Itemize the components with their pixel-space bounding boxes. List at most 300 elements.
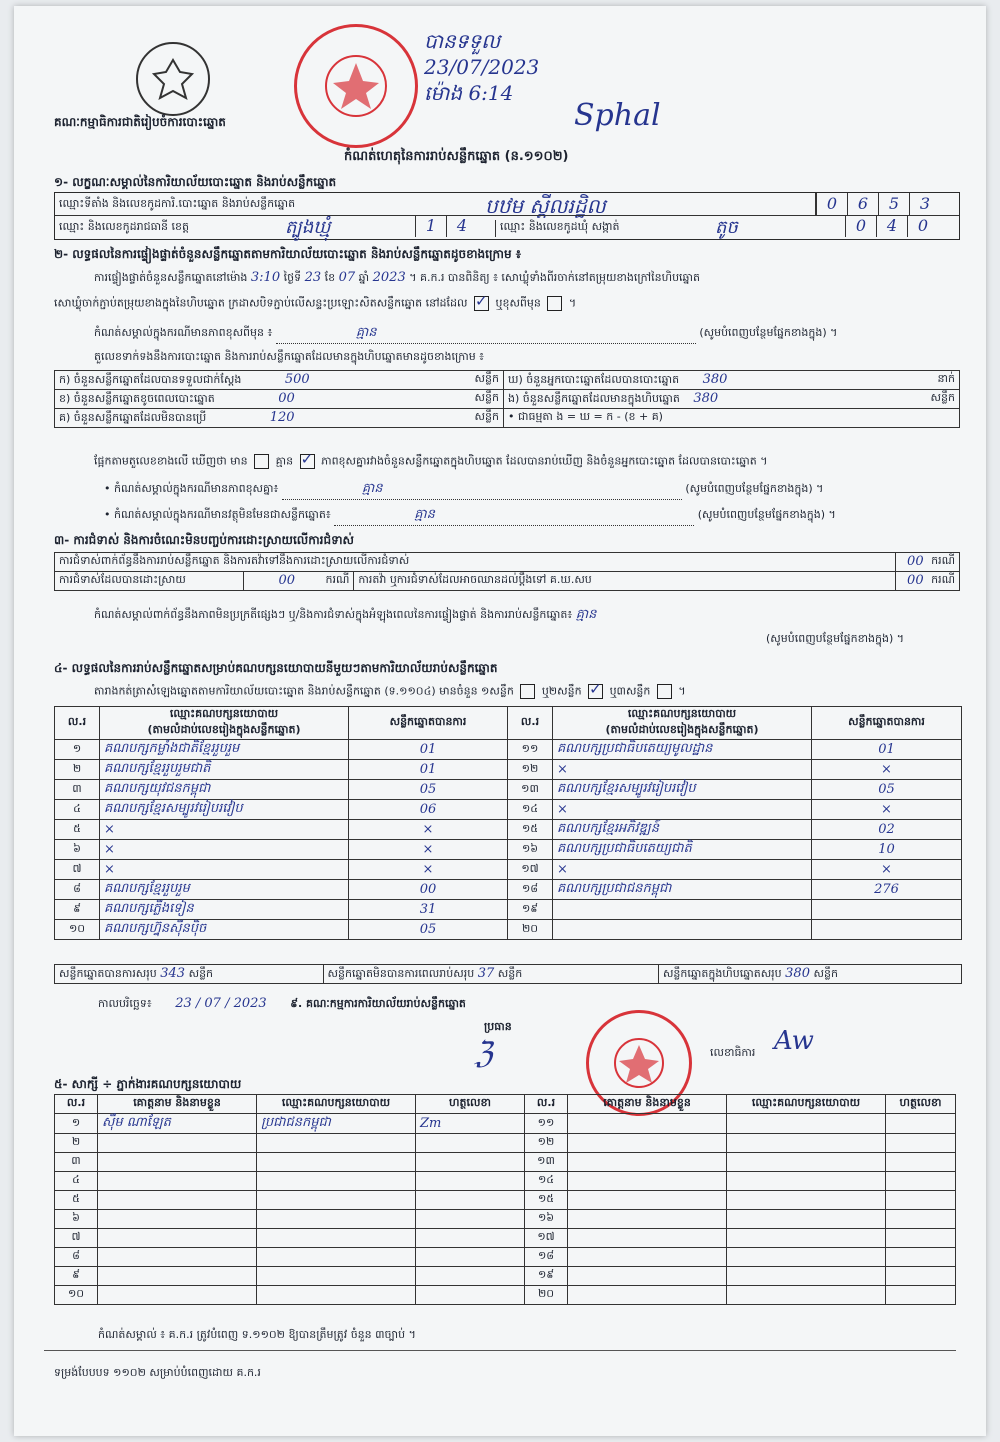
- party-name: គណបក្សខ្មែរសម្បូរវរៀបរវៀប: [553, 780, 812, 800]
- witness-signature: [416, 1153, 525, 1172]
- witness-signature: [416, 1286, 525, 1305]
- col-name: គោត្តនាម និងនាមខ្លួន: [98, 1095, 257, 1114]
- table-row: [55, 860, 962, 880]
- witness-name: [568, 1210, 727, 1229]
- col-no: ល.រ: [508, 707, 553, 740]
- row-number: ១០: [55, 920, 100, 940]
- party-name: ×: [100, 820, 349, 840]
- row-number: ១៦: [525, 1210, 568, 1229]
- resolved-value: 00: [278, 573, 296, 588]
- party-name: ×: [553, 760, 812, 780]
- row-number: ១២: [525, 1134, 568, 1153]
- vote-count: 10: [812, 840, 962, 860]
- section2-title: ២- លទ្ធផលនៃការផ្ទៀងផ្ទាត់ចំនួនសន្លឹកឆ្នោតតាមការិយាល័យបោះឆ្នោត និងរាប់សន្លឹកឆ្នោតដូចខាងក្រោម ៖: [54, 247, 522, 261]
- witness-party: [257, 1210, 416, 1229]
- ballot-count-table: [54, 370, 960, 428]
- vote-count: ×: [349, 840, 508, 860]
- table-row: [55, 1267, 956, 1286]
- col-party: ឈ្មោះគណបក្សនយោបាយ: [627, 707, 737, 720]
- bullet1-label: • កំណត់សម្គាល់ក្នុងករណីមានភាពខុសគ្នា៖: [104, 482, 279, 495]
- section5-title: ៥- សាក្សី ÷ ភ្នាក់ងារគណបក្សនយោបាយ: [54, 1077, 242, 1091]
- check-rest: ភាពខុសគ្នារវាងចំនួនសន្លឹកឆ្នោតក្នុងហិបឆ្នោត ដែលបានរាប់ឃើញ និងចំនួនអ្នកបោះឆ្នោត ដែលបានបោះឆ្នោត ។: [321, 454, 768, 468]
- item-unit: សន្លឹក: [930, 390, 955, 404]
- seal-text: សោឃ្លុំចាក់ភ្ជាប់តម្រុយខាងក្នុងនៃហិបឆ្នោត ក្រដាសបិទភ្ជាប់លើសន្ទះប្រឡោះសិតសន្លឹកឆ្នោត នៅដដែល: [54, 296, 468, 310]
- code-digit: 1: [415, 215, 446, 237]
- changed-label: ឬខុសពីមុន: [495, 296, 541, 310]
- one-sheet-checkbox[interactable]: [520, 684, 535, 699]
- row-number: ១០: [55, 1286, 98, 1305]
- committee-name: គណៈកម្មាធិការជាតិរៀបចំការបោះឆ្នោត: [54, 115, 226, 129]
- vote-count: 06: [349, 800, 508, 820]
- witness-signature: [416, 1134, 525, 1153]
- receipt-note: [424, 28, 539, 106]
- col-sign: ហត្ថលេខា: [416, 1095, 525, 1114]
- witness-party: [257, 1172, 416, 1191]
- note-value: គ្មាន: [355, 325, 377, 340]
- row-number: ៦: [55, 840, 100, 860]
- row-number: ៣: [55, 780, 100, 800]
- item-label: ខ) ចំនួនសន្លឹកឆ្នោតខូចពេលបោះឆ្នោត: [59, 391, 215, 405]
- item-value: 00: [278, 390, 295, 406]
- row-number: ៩: [55, 900, 100, 920]
- col-votes: សន្លឹកឆ្នោតបានការ: [349, 707, 508, 740]
- col-party-sub: (តាមលំដាប់លេខរៀងក្នុងសន្លឹកឆ្នោត): [147, 723, 301, 736]
- valid-total-value: 343: [160, 965, 186, 981]
- box-total-value: 380: [785, 965, 810, 981]
- two-sheet-checkbox[interactable]: [588, 684, 603, 699]
- party-name: គណបក្សហ្វ៊ុនស៊ីនប៉ិច: [100, 920, 349, 940]
- bullet-note-2: [104, 506, 836, 526]
- receipt-signature: Sphal: [574, 98, 661, 133]
- witness-name: [98, 1153, 257, 1172]
- row-number: ១១: [525, 1114, 568, 1134]
- two-sheet-label: ឬ២សន្លឹក: [541, 684, 582, 698]
- col-party-sub: (តាមលំដាប់លេខរៀងក្នុងសន្លឹកឆ្នោត): [605, 723, 759, 736]
- col-no: ល.រ: [55, 707, 100, 740]
- witness-signature: [416, 1229, 525, 1248]
- witness-name: [568, 1191, 727, 1210]
- witness-signature: [416, 1248, 525, 1267]
- witness-party: [727, 1229, 886, 1248]
- table-row: [55, 390, 960, 409]
- code-digit: 5: [878, 193, 909, 215]
- row-number: ២: [55, 760, 100, 780]
- box-total-label: សន្លឹកឆ្នោតក្នុងហិបឆ្នោតសរុប: [662, 966, 782, 980]
- row-number: ១៥: [508, 820, 553, 840]
- complaint-label: ការជំទាស់ពាក់ព័ន្ធនឹងការរាប់សន្លឹកឆ្នោត និងការតវ៉ាទៅនឹងការដោះស្រាយលើការជំទាស់: [55, 553, 896, 572]
- row-number: ៩: [55, 1267, 98, 1286]
- commune-code: [845, 215, 938, 237]
- bullet1-value: គ្មាន: [361, 481, 383, 496]
- table-row: [55, 1210, 956, 1229]
- chair-signature: ℨ: [474, 1036, 493, 1071]
- appeal-unit: ករណី: [931, 573, 955, 586]
- resolved-label: ការជំទាស់ដែលបានដោះស្រាយ: [55, 572, 244, 591]
- section2-para2: សោឃ្លុំចាក់ភ្ជាប់តម្រុយខាងក្នុងនៃហិបឆ្នោត ក្រដាសបិទភ្ជាប់លើសន្ទះប្រឡោះសិតសន្លឹកឆ្នោត នៅដដែល ✓ ឬខុសពីមុន ។: [54, 296, 576, 313]
- vote-count: 00: [349, 880, 508, 900]
- row-number: ១២: [508, 760, 553, 780]
- table-row: [55, 840, 962, 860]
- table-row: [55, 1172, 956, 1191]
- three-sheet-checkbox[interactable]: [657, 684, 672, 699]
- table-row: [55, 1248, 956, 1267]
- witness-party: ប្រជាជនកម្ពុជា: [257, 1114, 416, 1134]
- party-name: ×: [553, 860, 812, 880]
- code-digit: 0: [816, 193, 847, 215]
- irregularity-label: កំណត់សម្គាល់ពាក់ព័ន្ធនឹងភាពមិនប្រក្រតីផ្សេងៗ ឬ/និងការជំទាស់ក្នុងអំឡុងពេលនៃការផ្ទៀងផ្ទាត់ និងការរាប់សន្លឹកឆ្នោត៖: [94, 608, 573, 621]
- total-unit: សន្លឹក: [497, 966, 523, 980]
- vote-count: ×: [349, 820, 508, 840]
- table-row: [55, 780, 962, 800]
- item-value: 500: [284, 371, 310, 387]
- row-number: ១៣: [525, 1153, 568, 1172]
- witness-signature: Zm: [416, 1114, 525, 1134]
- verify-rest: ។ គ.ក.រ បានពិនិត្យ ៖ សោឃ្លុំទាំងពីរចាក់នៅតម្រុយខាងក្រៅនៃហិបឆ្នោត: [409, 271, 701, 284]
- witness-signature: [416, 1267, 525, 1286]
- has-discrepancy-checkbox[interactable]: [254, 454, 269, 469]
- row-number: ១៨: [508, 880, 553, 900]
- item-value: 380: [702, 371, 728, 387]
- discrepancy-check: [94, 454, 767, 471]
- witness-table: [54, 1094, 956, 1305]
- party-results-table: [54, 706, 962, 940]
- witness-signature: [886, 1267, 956, 1286]
- row-number: ៣: [55, 1153, 98, 1172]
- month-value: 07: [338, 270, 356, 285]
- section2-para1: [94, 270, 964, 287]
- witness-party: [257, 1153, 416, 1172]
- receipt-note-time: ម៉ោង 6:14: [424, 81, 514, 105]
- row-number: ៨: [55, 880, 100, 900]
- date-label: កាលបរិច្ឆេទ៖: [98, 997, 152, 1010]
- row-number: ៧: [55, 1229, 98, 1248]
- item-label: • ជាធម្មតា ង = ឃ = ក - (ខ + គ): [508, 410, 663, 423]
- secretary-label: លេខាធិការ: [710, 1046, 756, 1059]
- appeal-label: ការតវ៉ា ឬការជំទាស់ដែលអាចឈានដល់ប្តឹងទៅ គ.ឃ.សប: [354, 572, 895, 591]
- party-name: [553, 900, 812, 920]
- table-row: [55, 371, 960, 390]
- resolved-unit: ករណី: [325, 573, 350, 586]
- item-label: ក) ចំនួនសន្លឹកឆ្នោតដែលបានទទួលជាក់ស្តែង: [59, 372, 242, 386]
- party-name: គណបក្សប្រជាជនកម្ពុជា: [553, 880, 812, 900]
- row-number: ១៣: [508, 780, 553, 800]
- witness-signature: [416, 1191, 525, 1210]
- irregularity-hint: (សូមបំពេញបន្ថែមផ្នែកខាងក្នុង) ។: [766, 632, 905, 645]
- table-row: [55, 880, 962, 900]
- row-number: ៨: [55, 1248, 98, 1267]
- appeal-value: 00: [907, 573, 924, 588]
- party-name: គណបក្សខ្មែរអភិវឌ្ឍន៍: [553, 820, 812, 840]
- totals-table: [54, 964, 962, 984]
- year-label: ឆ្នាំ: [358, 271, 370, 284]
- witness-signature: [886, 1229, 956, 1248]
- item-unit: សន្លឹក: [474, 409, 499, 423]
- section1-title: ១- លក្ខណៈសម្គាល់នៃការិយាល័យបោះឆ្នោត និងរាប់សន្លឹកឆ្នោត: [54, 175, 337, 189]
- witness-party: [257, 1286, 416, 1305]
- col-name: គោត្តនាម និងនាមខ្លួន: [568, 1095, 727, 1114]
- secretary-signature: Aw: [774, 1026, 814, 1056]
- row-number: ១៤: [525, 1172, 568, 1191]
- code-digit: 0: [907, 215, 938, 237]
- table-row: [55, 740, 962, 760]
- section2-note: [94, 324, 964, 344]
- signer-label: ៩. គណៈកម្មការការិយាល័យរាប់សន្លឹកឆ្នោត: [290, 997, 466, 1010]
- witness-signature: [886, 1286, 956, 1305]
- witness-name: [98, 1210, 257, 1229]
- sheet-count-label: តារាងកត់ត្រាសំឡេងឆ្នោតតាមការិយាល័យបោះឆ្នោត និងរាប់សន្លឹកឆ្នោត (ទ.១១០៤) មានចំនួន ១សន្លឹក: [94, 684, 514, 698]
- item-unit: សន្លឹក: [474, 371, 499, 385]
- vote-count: 05: [349, 780, 508, 800]
- party-name: គណបក្សកម្លាំងជាតិខ្មែររួបរួម: [100, 740, 349, 760]
- vote-count: 02: [812, 820, 962, 840]
- witness-name: [568, 1114, 727, 1134]
- official-seal-top: [294, 24, 418, 148]
- witness-name: [98, 1248, 257, 1267]
- vote-count: [812, 920, 962, 940]
- row-number: ២០: [525, 1286, 568, 1305]
- table-header: [55, 1095, 956, 1114]
- witness-name: [568, 1172, 727, 1191]
- witness-party: [727, 1134, 886, 1153]
- row-number: ៤: [55, 800, 100, 820]
- complaint-value: 00: [907, 554, 924, 569]
- changed-checkbox[interactable]: [547, 296, 562, 311]
- witness-party: [727, 1191, 886, 1210]
- irregularity-note: [94, 606, 954, 625]
- form-title: កំណត់ហេតុនៃការរាប់សន្លឹកឆ្នោត (ន.១១០២): [344, 149, 569, 164]
- row-number: ១: [55, 740, 100, 760]
- vote-count: 276: [812, 880, 962, 900]
- witness-signature: [886, 1191, 956, 1210]
- vote-count: [812, 900, 962, 920]
- bullet1-hint: (សូមបំពេញបន្ថែមផ្នែកខាងក្នុង) ។: [685, 482, 824, 495]
- date-value: 23 / 07 / 2023: [175, 996, 267, 1011]
- vote-count: ×: [812, 760, 962, 780]
- date-line: [98, 996, 466, 1013]
- section3-title: ៣- ការជំទាស់ និងការចំណេះមិនបញ្ចប់ការដោះស្រាយលើការជំទាស់: [54, 533, 354, 547]
- vote-count: 05: [349, 920, 508, 940]
- witness-name: [568, 1153, 727, 1172]
- witness-name: [568, 1267, 727, 1286]
- code-digit: 6: [847, 193, 878, 215]
- party-name: ×: [100, 840, 349, 860]
- party-name: គណបក្សខ្មែររួបរួម: [100, 880, 349, 900]
- section2-para3: តួលេខទាក់ទងនឹងការបោះឆ្នោត និងការរាប់សន្លឹកឆ្នោតដែលមានក្នុងហិបឆ្នោតមានដូចខាងក្រោម ៖: [94, 350, 485, 363]
- party-name: គណបក្សខ្មែររួបរួមជាតិ: [100, 760, 349, 780]
- item-label: ឃ) ចំនួនអ្នកបោះឆ្នោតដែលបានបោះឆ្នោត: [508, 372, 680, 386]
- witness-signature: [416, 1210, 525, 1229]
- bullet2-label: • កំណត់សម្គាល់ក្នុងករណីមានវត្ថុមិនមែនជាសន្លឹកឆ្នោត៖: [104, 508, 331, 521]
- invalid-total-value: 37: [477, 965, 495, 981]
- item-value: 380: [693, 390, 719, 406]
- row-number: ៤: [55, 1172, 98, 1191]
- witness-name: [568, 1286, 727, 1305]
- note-label: កំណត់សម្គាល់ក្នុងករណីមានភាពខុសពីមុន ៖: [94, 326, 273, 339]
- table-row: [55, 1191, 956, 1210]
- table-row: [55, 760, 962, 780]
- code-digit: 4: [876, 215, 907, 237]
- col-no: ល.រ: [55, 1095, 98, 1114]
- witness-signature: [886, 1114, 956, 1134]
- witness-party: [727, 1210, 886, 1229]
- party-name: គណបក្សខ្មែរសម្បូរវរៀបរវៀប: [100, 800, 349, 820]
- witness-party: [727, 1114, 886, 1134]
- party-name: ×: [553, 800, 812, 820]
- province-label: ឈ្មោះ និងលេខកូដរាជធានី ខេត្ត: [59, 220, 189, 233]
- row-number: ១៧: [525, 1229, 568, 1248]
- chair-label: ប្រធាន: [484, 1020, 512, 1033]
- row-number: ១៧: [508, 860, 553, 880]
- table-row: [55, 1114, 956, 1134]
- row-number: ៥: [55, 820, 100, 840]
- row-number: ១៥: [525, 1191, 568, 1210]
- table-row: [55, 409, 960, 428]
- witness-name: [98, 1191, 257, 1210]
- table-row: [55, 965, 962, 984]
- col-party: ឈ្មោះគណបក្សនយោបាយ: [169, 707, 279, 720]
- province-value: ត្បូងឃ្មុំ: [285, 217, 331, 238]
- location-label: ឈ្មោះទីតាំង និងលេខកូដការិ.បោះឆ្នោត និងរាប់សន្លឹកឆ្នោត: [59, 197, 296, 210]
- row-number: ១៤: [508, 800, 553, 820]
- commune-label: ឈ្មោះ និងលេខកូដឃុំ សង្កាត់: [495, 220, 620, 237]
- vote-count: 01: [349, 760, 508, 780]
- year-value: 2023: [372, 270, 406, 285]
- table-row: [55, 800, 962, 820]
- witness-name: [98, 1229, 257, 1248]
- day-value: 23: [304, 270, 322, 285]
- bullet2-hint: (សូមបំពេញបន្ថែមផ្នែកខាងក្នុង) ។: [697, 508, 836, 521]
- party-name: [553, 920, 812, 940]
- complaint-unit: ករណី: [931, 554, 955, 567]
- col-votes: សន្លឹកឆ្នោតបានការ: [812, 707, 962, 740]
- row-number: ២: [55, 1134, 98, 1153]
- nec-emblem-icon: [136, 42, 210, 116]
- witness-party: [727, 1248, 886, 1267]
- location-code: [815, 193, 940, 215]
- invalid-total-label: សន្លឹកឆ្នោតមិនបានការពេលរាប់សរុប: [327, 966, 475, 980]
- witness-name: [568, 1248, 727, 1267]
- col-sign: ហត្ថលេខា: [886, 1095, 956, 1114]
- witness-party: [727, 1267, 886, 1286]
- table-row: [55, 572, 960, 591]
- code-digit: 3: [909, 193, 940, 215]
- note-hint: (សូមបំពេញបន្ថែមផ្នែកខាងក្នុង) ។: [699, 326, 838, 339]
- bullet2-value: គ្មាន: [414, 507, 435, 522]
- table-row: [55, 553, 960, 572]
- sheet-count: តារាងកត់ត្រាសំឡេងឆ្នោតតាមការិយាល័យបោះឆ្នោត និងរាប់សន្លឹកឆ្នោត (ទ.១១០៤) មានចំនួន ១សន្លឹក ឬ២សន្លឹក ✓ ឬ៣សន្លឹក ។: [94, 684, 686, 701]
- witness-signature: [886, 1248, 956, 1267]
- province-code: [415, 215, 477, 237]
- table-row: [55, 820, 962, 840]
- footer-form-id: ទម្រង់បែបបទ ១១០២ សម្រាប់បំពេញដោយ គ.ក.រ: [54, 1366, 261, 1379]
- row-number: ១៩: [525, 1267, 568, 1286]
- day-label: ថ្ងៃទី: [283, 271, 302, 284]
- witness-party: [727, 1286, 886, 1305]
- receipt-note-date: 23/07/2023: [424, 55, 540, 79]
- witness-party: [727, 1153, 886, 1172]
- total-unit: សន្លឹក: [813, 966, 838, 980]
- table-row: [55, 1286, 956, 1305]
- total-unit: សន្លឹក: [188, 966, 214, 980]
- witness-party: [257, 1134, 416, 1153]
- check-label: ផ្អែកតាមតួលេខខាងលើ ឃើញថា មាន: [94, 454, 248, 468]
- party-name: គណបក្សភ្លើងទៀន: [100, 900, 349, 920]
- witness-name: [98, 1267, 257, 1286]
- witness-name: [98, 1172, 257, 1191]
- witness-signature: [886, 1153, 956, 1172]
- party-name: គណបក្សប្រជាធិបតេយ្យជាតិ: [553, 840, 812, 860]
- row-number: ១: [55, 1114, 98, 1134]
- row-number: ៧: [55, 860, 100, 880]
- no-discrepancy-checkbox[interactable]: [300, 454, 315, 469]
- complaints-table: [54, 552, 960, 591]
- witness-party: [257, 1248, 416, 1267]
- form-page: [14, 6, 986, 1436]
- receipt-note-line: បានទទួល: [424, 29, 501, 53]
- row-number: ៦: [55, 1210, 98, 1229]
- witness-signature: [886, 1210, 956, 1229]
- witness-party: [257, 1191, 416, 1210]
- item-value: 120: [269, 409, 295, 425]
- section4-title: ៤- លទ្ធផលនៃការរាប់សន្លឹកឆ្នោតសម្រាប់គណបក្សនយោបាយនីមួយៗតាមការិយាល័យរាប់សន្លឹកឆ្នោត: [54, 661, 498, 675]
- verify-time-label: ការផ្ទៀងផ្ទាត់ចំនួនសន្លឹកឆ្នោតនៅម៉ោង: [94, 271, 248, 284]
- vote-count: 01: [812, 740, 962, 760]
- vote-count: 31: [349, 900, 508, 920]
- row-number: ១១: [508, 740, 553, 760]
- item-label: ង) ចំនួនសន្លឹកឆ្នោតដែលមានក្នុងហិបឆ្នោត: [508, 391, 680, 405]
- witness-name: [98, 1134, 257, 1153]
- table-header: [55, 707, 962, 740]
- row-number: ១៦: [508, 840, 553, 860]
- vote-count: ×: [812, 800, 962, 820]
- table-row: [55, 1229, 956, 1248]
- vote-count: ×: [349, 860, 508, 880]
- irregularity-value: គ្មាន: [575, 607, 597, 622]
- vote-count: 05: [812, 780, 962, 800]
- item-label: គ) ចំនួនសន្លឹកឆ្នោតដែលមិនបានប្រើ: [59, 410, 207, 424]
- table-row: [55, 920, 962, 940]
- witness-party: [727, 1172, 886, 1191]
- party-name: គណបក្សយុវជនកម្ពុជា: [100, 780, 349, 800]
- section1-box: [54, 192, 960, 240]
- footer-note: កំណត់សម្គាល់ ៖ គ.ក.រ ត្រូវបំពេញ ទ.១១០២ ឱ្យបានត្រឹមត្រូវ ចំនួន ៣ច្បាប់ ។: [98, 1328, 416, 1341]
- table-row: [55, 1153, 956, 1172]
- vote-count: 01: [349, 740, 508, 760]
- row-number: ១៨: [525, 1248, 568, 1267]
- witness-name: [98, 1286, 257, 1305]
- witness-party: [257, 1267, 416, 1286]
- month-label: ខែ: [324, 271, 336, 284]
- table-row: [55, 900, 962, 920]
- witness-name: [568, 1134, 727, 1153]
- witness-signature: [886, 1172, 956, 1191]
- valid-total-label: សន្លឹកឆ្នោតបានការសរុប: [59, 966, 157, 980]
- bullet-note-1: [104, 480, 823, 500]
- verify-time-value: 3:10: [250, 270, 281, 285]
- witness-name: [568, 1229, 727, 1248]
- row-number: ៥: [55, 1191, 98, 1210]
- location-value: បឋម ស្តីលរដ្ឋិល: [485, 194, 606, 218]
- party-name: ×: [100, 860, 349, 880]
- witness-signature: [416, 1172, 525, 1191]
- party-name: គណបក្សប្រជាធិបតេយ្យមូលដ្ឋាន: [553, 740, 812, 760]
- row-number: ១៩: [508, 900, 553, 920]
- item-unit: សន្លឹក: [474, 390, 499, 404]
- witness-party: [257, 1229, 416, 1248]
- col-party: ឈ្មោះគណបក្សនយោបាយ: [727, 1095, 886, 1114]
- unchanged-checkbox[interactable]: [474, 296, 489, 311]
- code-digit: 4: [446, 215, 477, 237]
